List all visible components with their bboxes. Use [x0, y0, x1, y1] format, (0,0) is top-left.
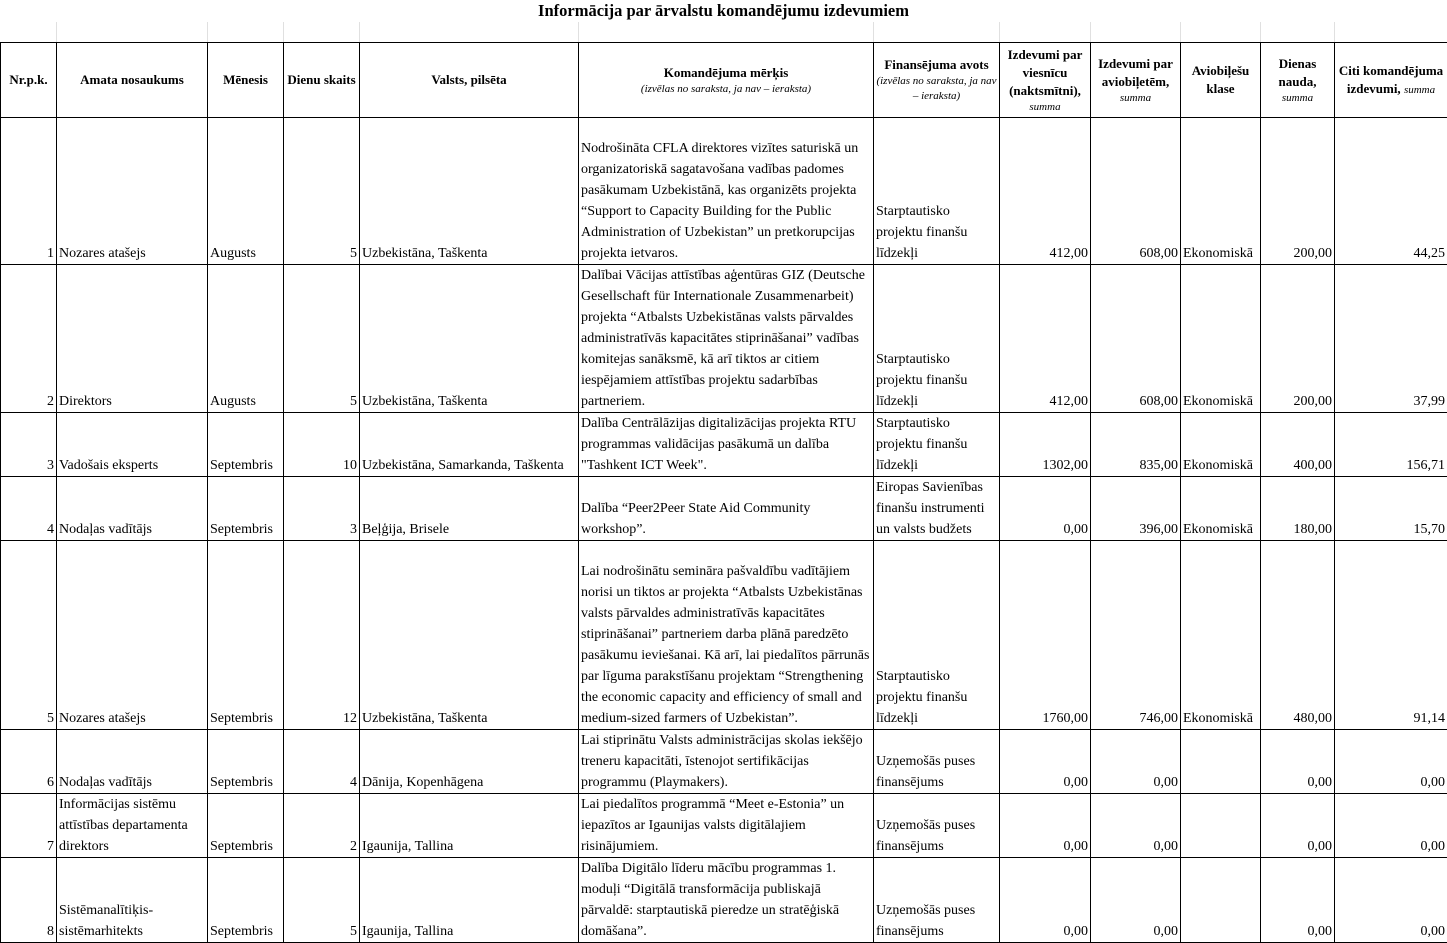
cell-purpose: Dalība Centrālāzijas digitalizācijas projekta RTU programmas validācijas pasākumā un dalība "Tashkent ICT Week". [579, 413, 874, 477]
cell-other: 15,70 [1335, 477, 1447, 541]
header-tickets-label: Izdevumi par aviobiļetēm, [1098, 56, 1173, 89]
cell-funding: Uzņemošās puses finansējums [874, 794, 1000, 858]
cell-month: Septembris [208, 477, 284, 541]
cell-funding: Uzņemošās puses finansējums [874, 858, 1000, 943]
cell-tickets: 608,00 [1091, 118, 1181, 265]
cell-per-diem: 0,00 [1261, 730, 1335, 794]
header-tickets-sub: summa [1093, 91, 1178, 106]
cell-nr: 5 [1, 541, 57, 730]
header-month: Mēnesis [208, 43, 284, 118]
cell-month: Septembris [208, 541, 284, 730]
cell-purpose: Dalība “Peer2Peer State Aid Community workshop”. [579, 477, 874, 541]
cell-ticket-class: Ekonomiskā [1181, 413, 1261, 477]
header-position: Amata nosaukums [57, 43, 208, 118]
header-purpose-label: Komandējuma mērķis [664, 65, 789, 80]
cell-other: 37,99 [1335, 265, 1447, 413]
cell-other: 156,71 [1335, 413, 1447, 477]
cell-per-diem: 400,00 [1261, 413, 1335, 477]
cell-per-diem: 180,00 [1261, 477, 1335, 541]
cell-month: Augusts [208, 118, 284, 265]
header-hotel-label: Izdevumi par viesnīcu (naktsmītni), [1008, 47, 1083, 98]
cell-hotel: 0,00 [1000, 858, 1091, 943]
cell-nr: 7 [1, 794, 57, 858]
cell-position: Nodaļas vadītājs [57, 730, 208, 794]
header-other-label: Citi komandējuma izdevumi, [1339, 63, 1443, 96]
cell-month: Septembris [208, 858, 284, 943]
cell-hotel: 0,00 [1000, 794, 1091, 858]
cell-country: Uzbekistāna, Samarkanda, Taškenta [360, 413, 579, 477]
cell-tickets: 0,00 [1091, 730, 1181, 794]
cell-days: 5 [284, 858, 360, 943]
header-hotel-sub: summa [1002, 100, 1088, 115]
cell-funding: Starptautisko projektu finanšu līdzekļi [874, 265, 1000, 413]
cell-funding: Starptautisko projektu finanšu līdzekļi [874, 413, 1000, 477]
cell-country: Uzbekistāna, Taškenta [360, 265, 579, 413]
table-row [1, 413, 1447, 477]
cell-purpose: Dalībai Vācijas attīstības aģentūras GIZ (Deutsche Gesellschaft für Internationale Zusammenarbeit) projekta “Atbalsts Uzbekistānas valsts pārvaldes administratīvās kapacitātes stiprināšanai” vadības komitejas sanāksmē, kā arī tiktos ar citiem iespējamiem attīstības projektu sadarbības partneriem. [579, 265, 874, 413]
cell-position: Nodaļas vadītājs [57, 477, 208, 541]
table-body [1, 118, 1447, 943]
cell-hotel: 412,00 [1000, 118, 1091, 265]
cell-hotel: 1302,00 [1000, 413, 1091, 477]
header-nr: Nr.p.k. [1, 43, 57, 118]
cell-nr: 8 [1, 858, 57, 943]
cell-ticket-class: Ekonomiskā [1181, 541, 1261, 730]
header-tickets [1091, 43, 1181, 118]
header-funding [874, 43, 1000, 118]
cell-country: Beļģija, Brisele [360, 477, 579, 541]
cell-hotel: 0,00 [1000, 477, 1091, 541]
cell-position: Informācijas sistēmu attīstības departamenta direktors [57, 794, 208, 858]
header-funding-label: Finansējuma avots [884, 57, 988, 72]
cell-per-diem: 200,00 [1261, 265, 1335, 413]
header-hotel [1000, 43, 1091, 118]
cell-country: Dānija, Kopenhāgena [360, 730, 579, 794]
table-row [1, 477, 1447, 541]
cell-position: Nozares atašejs [57, 541, 208, 730]
cell-hotel: 412,00 [1000, 265, 1091, 413]
cell-funding: Starptautisko projektu finanšu līdzekļi [874, 118, 1000, 265]
cell-funding: Uzņemošās puses finansējums [874, 730, 1000, 794]
cell-days: 5 [284, 265, 360, 413]
cell-purpose: Lai nodrošinātu semināra pašvaldību vadītājiem norisi un tiktos ar projekta “Atbalsts Uzbekistānas valsts pārvaldes administratīvās kapacitātes stiprināšanai” partneriem darba plānā paredzēto pasākumu ieviešanai. Kā arī, lai piedalītos pārrunās par līguma parakstīšanu projektam “Strengthening the economic capacity and efficiency of small and medium-sized farmers of Uzbekistan”. [579, 541, 874, 730]
cell-days: 5 [284, 118, 360, 265]
cell-ticket-class: Ekonomiskā [1181, 477, 1261, 541]
cell-position: Nozares atašejs [57, 118, 208, 265]
cell-days: 10 [284, 413, 360, 477]
cell-purpose: Lai piedalītos programmā “Meet e-Estonia” un iepazītos ar Igaunijas valsts digitālajiem risinājumiem. [579, 794, 874, 858]
cell-per-diem: 0,00 [1261, 794, 1335, 858]
header-per-diem-sub: summa [1263, 91, 1332, 106]
header-country: Valsts, pilsēta [360, 43, 579, 118]
cell-other: 0,00 [1335, 858, 1447, 943]
cell-country: Uzbekistāna, Taškenta [360, 541, 579, 730]
header-purpose-sub: (izvēlas no saraksta, ja nav – ieraksta) [581, 82, 871, 97]
cell-days: 4 [284, 730, 360, 794]
cell-ticket-class: Ekonomiskā [1181, 265, 1261, 413]
cell-nr: 2 [1, 265, 57, 413]
cell-nr: 3 [1, 413, 57, 477]
table-row [1, 265, 1447, 413]
header-purpose [579, 43, 874, 118]
cell-tickets: 746,00 [1091, 541, 1181, 730]
cell-nr: 4 [1, 477, 57, 541]
cell-hotel: 1760,00 [1000, 541, 1091, 730]
cell-tickets: 396,00 [1091, 477, 1181, 541]
cell-position: Direktors [57, 265, 208, 413]
cell-position: Vadošais eksperts [57, 413, 208, 477]
cell-month: Septembris [208, 794, 284, 858]
cell-other: 91,14 [1335, 541, 1447, 730]
cell-tickets: 608,00 [1091, 265, 1181, 413]
header-other-sub: summa [1404, 84, 1435, 96]
expenses-table [0, 42, 1447, 943]
cell-nr: 1 [1, 118, 57, 265]
header-funding-sub: (izvēlas no saraksta, ja nav – ieraksta) [876, 74, 997, 104]
page-title: Informācija par ārvalstu komandējumu izdevumiem [0, 0, 1447, 22]
header-other [1335, 43, 1447, 118]
cell-other: 0,00 [1335, 730, 1447, 794]
empty-grid-row [0, 22, 1447, 42]
cell-days: 3 [284, 477, 360, 541]
cell-ticket-class [1181, 794, 1261, 858]
table-row [1, 541, 1447, 730]
cell-position: Sistēmanalītiķis-sistēmarhitekts [57, 858, 208, 943]
cell-ticket-class [1181, 730, 1261, 794]
cell-other: 44,25 [1335, 118, 1447, 265]
table-row [1, 118, 1447, 265]
cell-ticket-class [1181, 858, 1261, 943]
cell-per-diem: 480,00 [1261, 541, 1335, 730]
header-per-diem-label: Dienas nauda, [1279, 56, 1317, 89]
cell-purpose: Nodrošināta CFLA direktores vizītes saturiskā un organizatoriskā sagatavošana vadības padomes pasākumam Uzbekistānā, kas organizēts projekta “Support to Capacity Building for the Public Administration of Uzbekistan” un pretkorupcijas projekta ietvaros. [579, 118, 874, 265]
header-ticket-class: Aviobiļešu klase [1181, 43, 1261, 118]
cell-nr: 6 [1, 730, 57, 794]
cell-ticket-class: Ekonomiskā [1181, 118, 1261, 265]
table-row [1, 794, 1447, 858]
cell-hotel: 0,00 [1000, 730, 1091, 794]
cell-per-diem: 200,00 [1261, 118, 1335, 265]
cell-country: Igaunija, Tallina [360, 794, 579, 858]
cell-purpose: Dalība Digitālo līderu mācību programmas 1. moduļi “Digitālā transformācija publiskajā pārvaldē: starptautiskā pieredze un stratēģiskā domāšana”. [579, 858, 874, 943]
cell-tickets: 0,00 [1091, 858, 1181, 943]
cell-per-diem: 0,00 [1261, 858, 1335, 943]
header-row [1, 43, 1447, 118]
cell-month: Augusts [208, 265, 284, 413]
cell-days: 12 [284, 541, 360, 730]
cell-funding: Eiropas Savienības finanšu instrumenti un valsts budžets [874, 477, 1000, 541]
cell-days: 2 [284, 794, 360, 858]
cell-country: Igaunija, Tallina [360, 858, 579, 943]
cell-month: Septembris [208, 730, 284, 794]
header-days: Dienu skaits [284, 43, 360, 118]
cell-country: Uzbekistāna, Taškenta [360, 118, 579, 265]
cell-month: Septembris [208, 413, 284, 477]
header-per-diem [1261, 43, 1335, 118]
cell-funding: Starptautisko projektu finanšu līdzekļi [874, 541, 1000, 730]
cell-tickets: 0,00 [1091, 794, 1181, 858]
cell-other: 0,00 [1335, 794, 1447, 858]
cell-tickets: 835,00 [1091, 413, 1181, 477]
cell-purpose: Lai stiprinātu Valsts administrācijas skolas iekšējo treneru kapacitāti, īstenojot sertifikācijas programmu (Playmakers). [579, 730, 874, 794]
table-row [1, 858, 1447, 943]
table-row [1, 730, 1447, 794]
